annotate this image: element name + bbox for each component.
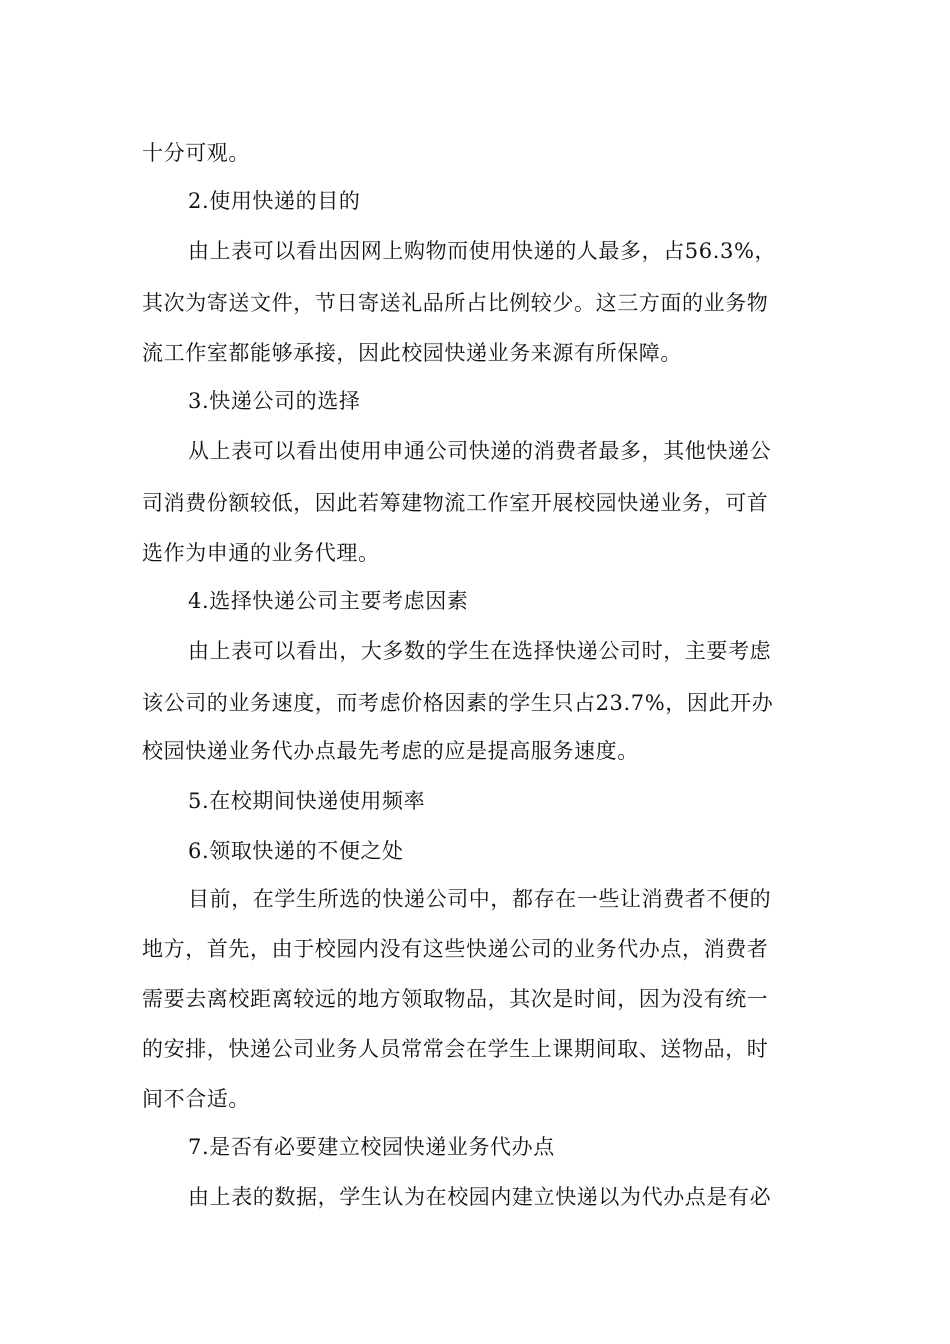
section-heading: 3.快递公司的选择 [188,389,361,413]
paragraph-line: 十分可观。 [142,141,250,165]
section-heading: 6.领取快递的不便之处 [188,839,404,863]
section-heading: 7.是否有必要建立校园快递业务代办点 [188,1135,555,1159]
paragraph-line: 其次为寄送文件，节日寄送礼品所占比例较少。这三方面的业务物 [142,291,769,315]
section-heading: 5.在校期间快递使用频率 [188,789,426,813]
paragraph-line: 该公司的业务速度，而考虑价格因素的学生只占23.7%，因此开办 [142,691,774,715]
paragraph-line: 司消费份额较低，因此若筹建物流工作室开展校园快递业务，可首 [142,491,769,515]
paragraph-line: 需要去离校距离较远的地方领取物品，其次是时间，因为没有统一 [142,987,769,1011]
paragraph-line: 由上表可以看出因网上购物而使用快递的人最多，占56.3%， [188,239,777,263]
section-heading: 4.选择快递公司主要考虑因素 [188,589,469,613]
paragraph-line: 地方，首先，由于校园内没有这些快递公司的业务代办点，消费者 [142,937,769,961]
paragraph-line: 由上表可以看出，大多数的学生在选择快递公司时，主要考虑 [188,639,772,663]
paragraph-line: 流工作室都能够承接，因此校园快递业务来源有所保障。 [142,341,682,365]
paragraph-line: 选作为申通的业务代理。 [142,541,380,565]
paragraph-line: 的安排，快递公司业务人员常常会在学生上课期间取、送物品，时 [142,1037,769,1061]
paragraph-line: 从上表可以看出使用申通公司快递的消费者最多，其他快递公 [188,439,772,463]
paragraph-line: 由上表的数据，学生认为在校园内建立快递以为代办点是有必 [188,1185,772,1209]
paragraph-line: 间不合适。 [142,1087,250,1111]
paragraph-line: 目前，在学生所选的快递公司中，都存在一些让消费者不便的 [188,887,772,911]
section-heading: 2.使用快递的目的 [188,189,361,213]
paragraph-line: 校园快递业务代办点最先考虑的应是提高服务速度。 [142,739,639,763]
